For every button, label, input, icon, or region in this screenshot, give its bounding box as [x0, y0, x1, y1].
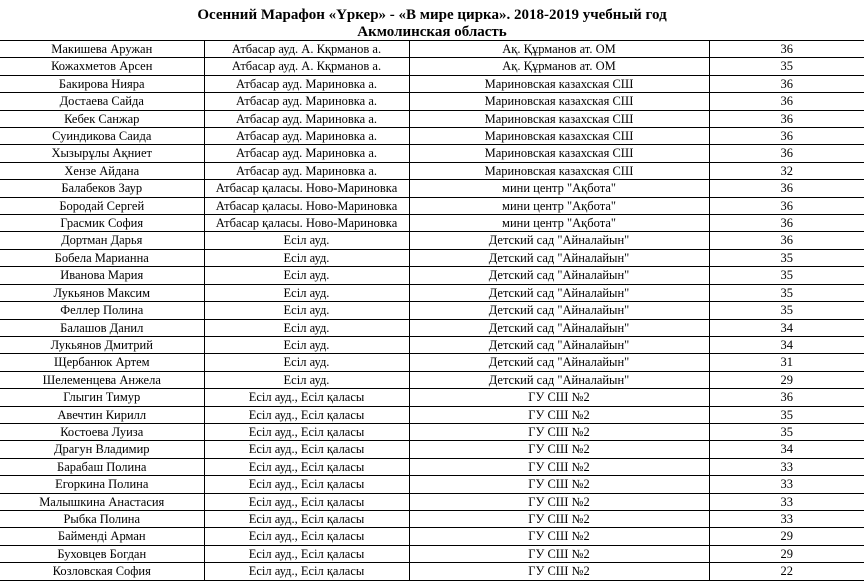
district-cell: Есіл ауд. — [204, 302, 409, 319]
table-row — [0, 249, 864, 266]
school-cell: ГУ СШ №2 — [409, 528, 709, 545]
district-cell: Есіл ауд. — [204, 232, 409, 249]
participant-name-cell: Шелеменцева Анжела — [0, 371, 204, 388]
school-cell: Мариновская казахская СШ — [409, 162, 709, 179]
district-cell: Есіл ауд. — [204, 249, 409, 266]
school-cell: ГУ СШ №2 — [409, 510, 709, 527]
table-row — [0, 441, 864, 458]
document-subtitle: Акмолинская область — [357, 24, 507, 40]
district-cell: Есіл ауд. — [204, 354, 409, 371]
participant-name-cell: Буховцев Богдан — [0, 545, 204, 562]
district-cell: Атбасар ауд. Мариновка а. — [204, 93, 409, 110]
table-row — [0, 110, 864, 127]
district-cell: Атбасар ауд. Мариновка а. — [204, 162, 409, 179]
table-row — [0, 93, 864, 110]
school-cell: Мариновская казахская СШ — [409, 145, 709, 162]
district-cell: Есіл ауд. — [204, 371, 409, 388]
district-cell: Есіл ауд., Есіл қаласы — [204, 528, 409, 545]
score-cell: 35 — [709, 284, 864, 301]
school-cell: ГУ СШ №2 — [409, 423, 709, 440]
district-cell: Атбасар ауд. А. Кқрманов а. — [204, 41, 409, 58]
score-cell: 33 — [709, 476, 864, 493]
school-cell: Детский сад "Айналайын" — [409, 319, 709, 336]
district-cell: Есіл ауд., Есіл қаласы — [204, 406, 409, 423]
participant-name-cell: Балабеков Заур — [0, 180, 204, 197]
school-cell: ГУ СШ №2 — [409, 563, 709, 580]
school-cell: Детский сад "Айналайын" — [409, 354, 709, 371]
table-row — [0, 563, 864, 580]
table-row — [0, 232, 864, 249]
table-row — [0, 267, 864, 284]
district-cell: Атбасар ауд. Мариновка а. — [204, 145, 409, 162]
score-cell: 36 — [709, 145, 864, 162]
score-cell: 36 — [709, 110, 864, 127]
school-cell: мини центр "Ақбота" — [409, 197, 709, 214]
participant-name-cell: Хензе Айдана — [0, 162, 204, 179]
score-cell: 31 — [709, 354, 864, 371]
participant-name-cell: Драгун Владимир — [0, 441, 204, 458]
table-row — [0, 458, 864, 475]
district-cell: Есіл ауд., Есіл қаласы — [204, 493, 409, 510]
district-cell: Атбасар қаласы. Ново-Мариновка — [204, 197, 409, 214]
table-row — [0, 510, 864, 527]
score-cell: 36 — [709, 197, 864, 214]
table-row — [0, 493, 864, 510]
score-cell: 34 — [709, 441, 864, 458]
score-cell: 36 — [709, 389, 864, 406]
school-cell: Мариновская казахская СШ — [409, 110, 709, 127]
district-cell: Есіл ауд., Есіл қаласы — [204, 476, 409, 493]
score-cell: 29 — [709, 371, 864, 388]
participant-name-cell: Щербанюк Артем — [0, 354, 204, 371]
score-cell: 34 — [709, 319, 864, 336]
participant-name-cell: Грасмик София — [0, 215, 204, 232]
participant-name-cell: Балашов Данил — [0, 319, 204, 336]
participant-name-cell: Костоева Луиза — [0, 423, 204, 440]
participant-name-cell: Лукьянов Максим — [0, 284, 204, 301]
score-cell: 36 — [709, 180, 864, 197]
district-cell: Есіл ауд., Есіл қаласы — [204, 423, 409, 440]
table-row — [0, 336, 864, 353]
school-cell: ГУ СШ №2 — [409, 476, 709, 493]
score-cell: 36 — [709, 41, 864, 58]
district-cell: Есіл ауд., Есіл қаласы — [204, 545, 409, 562]
table-row — [0, 354, 864, 371]
score-cell: 36 — [709, 232, 864, 249]
table-row — [0, 145, 864, 162]
table-row — [0, 423, 864, 440]
score-cell: 35 — [709, 58, 864, 75]
district-cell: Атбасар ауд. Мариновка а. — [204, 75, 409, 92]
school-cell: ГУ СШ №2 — [409, 493, 709, 510]
school-cell: ГУ СШ №2 — [409, 441, 709, 458]
school-cell: Мариновская казахская СШ — [409, 93, 709, 110]
district-cell: Есіл ауд. — [204, 284, 409, 301]
score-cell: 22 — [709, 563, 864, 580]
district-cell: Есіл ауд., Есіл қаласы — [204, 441, 409, 458]
district-cell: Есіл ауд., Есіл қаласы — [204, 563, 409, 580]
participant-name-cell: Барабаш Полина — [0, 458, 204, 475]
participant-name-cell: Макишева Аружан — [0, 41, 204, 58]
score-cell: 33 — [709, 510, 864, 527]
participant-name-cell: Хызырұлы Ақниет — [0, 145, 204, 162]
district-cell: Есіл ауд. — [204, 336, 409, 353]
table-row — [0, 215, 864, 232]
participant-name-cell: Кожахметов Арсен — [0, 58, 204, 75]
score-cell: 32 — [709, 162, 864, 179]
district-cell: Есіл ауд., Есіл қаласы — [204, 510, 409, 527]
score-cell: 29 — [709, 528, 864, 545]
table-row — [0, 389, 864, 406]
table-row — [0, 528, 864, 545]
table-row — [0, 197, 864, 214]
table-row — [0, 371, 864, 388]
school-cell: Детский сад "Айналайын" — [409, 232, 709, 249]
participant-name-cell: Феллер Полина — [0, 302, 204, 319]
school-cell: Детский сад "Айналайын" — [409, 267, 709, 284]
results-table-body — [0, 41, 864, 581]
school-cell: Ақ. Құрманов ат. ОМ — [409, 41, 709, 58]
table-row — [0, 545, 864, 562]
participant-name-cell: Иванова Мария — [0, 267, 204, 284]
score-cell: 29 — [709, 545, 864, 562]
score-cell: 34 — [709, 336, 864, 353]
table-row — [0, 284, 864, 301]
district-cell: Атбасар қаласы. Ново-Мариновка — [204, 180, 409, 197]
district-cell: Атбасар ауд. А. Кқрманов а. — [204, 58, 409, 75]
score-cell: 35 — [709, 249, 864, 266]
school-cell: Мариновская казахская СШ — [409, 128, 709, 145]
participant-name-cell: Дортман Дарья — [0, 232, 204, 249]
participant-name-cell: Бобела Марианна — [0, 249, 204, 266]
district-cell: Есіл ауд. — [204, 319, 409, 336]
district-cell: Атбасар ауд. Мариновка а. — [204, 110, 409, 127]
score-cell: 35 — [709, 302, 864, 319]
score-cell: 36 — [709, 93, 864, 110]
participant-name-cell: Малышкина Анастасия — [0, 493, 204, 510]
school-cell: ГУ СШ №2 — [409, 406, 709, 423]
score-cell: 35 — [709, 267, 864, 284]
school-cell: Детский сад "Айналайын" — [409, 371, 709, 388]
score-cell: 36 — [709, 128, 864, 145]
table-row — [0, 41, 864, 58]
participant-name-cell: Бородай Сергей — [0, 197, 204, 214]
table-row — [0, 476, 864, 493]
participant-name-cell: Лукьянов Дмитрий — [0, 336, 204, 353]
district-cell: Есіл ауд., Есіл қаласы — [204, 458, 409, 475]
participant-name-cell: Козловская София — [0, 563, 204, 580]
school-cell: мини центр "Ақбота" — [409, 215, 709, 232]
participant-name-cell: Суиндикова Саида — [0, 128, 204, 145]
participant-name-cell: Глыгин Тимур — [0, 389, 204, 406]
school-cell: мини центр "Ақбота" — [409, 180, 709, 197]
school-cell: Детский сад "Айналайын" — [409, 284, 709, 301]
school-cell: Детский сад "Айналайын" — [409, 249, 709, 266]
results-table — [0, 40, 864, 581]
district-cell: Атбасар ауд. Мариновка а. — [204, 128, 409, 145]
score-cell: 33 — [709, 458, 864, 475]
school-cell: Детский сад "Айналайын" — [409, 302, 709, 319]
score-cell: 36 — [709, 75, 864, 92]
table-row — [0, 180, 864, 197]
school-cell: Мариновская казахская СШ — [409, 75, 709, 92]
participant-name-cell: Рыбка Полина — [0, 510, 204, 527]
participant-name-cell: Кебек Санжар — [0, 110, 204, 127]
participant-name-cell: Авечтин Кирилл — [0, 406, 204, 423]
table-row — [0, 128, 864, 145]
score-cell: 36 — [709, 215, 864, 232]
table-row — [0, 302, 864, 319]
table-row — [0, 319, 864, 336]
district-cell: Атбасар қаласы. Ново-Мариновка — [204, 215, 409, 232]
district-cell: Есіл ауд. — [204, 267, 409, 284]
participant-name-cell: Бакирова Нияра — [0, 75, 204, 92]
school-cell: ГУ СШ №2 — [409, 545, 709, 562]
document-title: Осенний Марафон «Үркер» - «В мире цирка». 2018-2019 учебный год — [197, 7, 667, 23]
school-cell: Ақ. Құрманов ат. ОМ — [409, 58, 709, 75]
table-row — [0, 58, 864, 75]
school-cell: ГУ СШ №2 — [409, 389, 709, 406]
district-cell: Есіл ауд., Есіл қаласы — [204, 389, 409, 406]
school-cell: ГУ СШ №2 — [409, 458, 709, 475]
table-row — [0, 162, 864, 179]
score-cell: 35 — [709, 406, 864, 423]
table-row — [0, 75, 864, 92]
participant-name-cell: Байменді Арман — [0, 528, 204, 545]
participant-name-cell: Егоркина Полина — [0, 476, 204, 493]
participant-name-cell: Достаева Сайда — [0, 93, 204, 110]
table-row — [0, 406, 864, 423]
score-cell: 35 — [709, 423, 864, 440]
school-cell: Детский сад "Айналайын" — [409, 336, 709, 353]
score-cell: 33 — [709, 493, 864, 510]
